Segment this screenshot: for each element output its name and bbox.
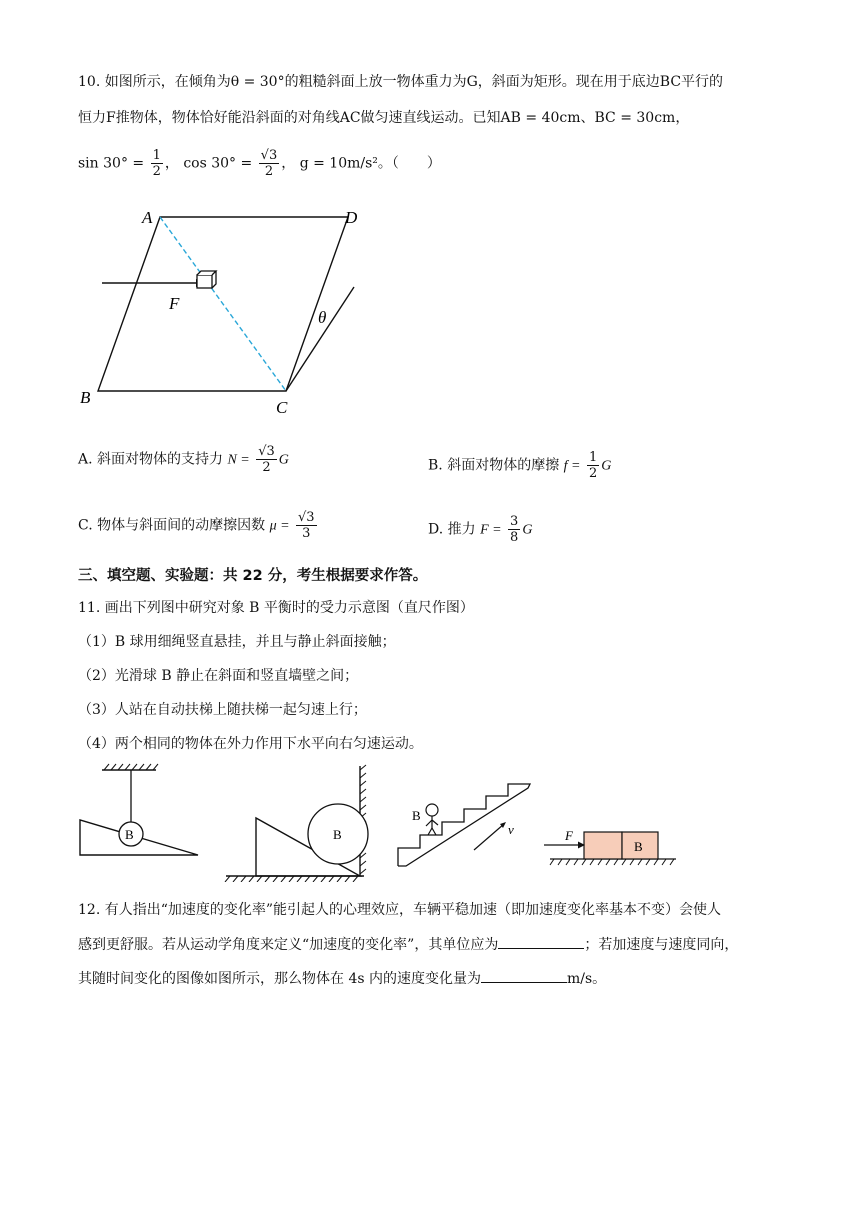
option-c: C. 物体与斜面间的动摩擦因数 μ = $\frac{√3}{3}$ — [78, 510, 315, 541]
option-a: A. 斜面对物体的支持力 N = $\frac{√3}{2}$ G — [78, 444, 289, 475]
velocity-label: v — [508, 822, 514, 837]
ball-label: B — [125, 827, 134, 842]
label-f: F — [169, 294, 180, 313]
fig-hanging-ball — [76, 762, 200, 858]
label-theta: θ — [318, 308, 327, 327]
q11-title: 11. 画出下列图中研究对象 B 平衡时的受力示意图（直尺作图） — [78, 600, 474, 616]
q10-line3: sin 30° = $\frac{1}{2}$ ， cos 30° = $\frac{√3}{2}$ ， g = 10m/s²。（ ） — [78, 148, 441, 179]
answer-blank-velocity[interactable] — [481, 968, 567, 983]
q10-paren: 。（ ） — [377, 155, 441, 172]
q12-line3: 其随时间变化的图像如图所示，那么物体在 4s 内的速度变化量为 m/s。 — [78, 968, 606, 989]
g-expr: g = 10m/s² — [299, 155, 378, 172]
force-label: F — [565, 828, 573, 843]
block-left — [584, 832, 622, 859]
person-label: B — [412, 808, 421, 823]
frac-root3-2: $\frac{√3}{2}$ — [260, 148, 278, 179]
label-b: B — [80, 388, 91, 407]
label-c: C — [276, 398, 288, 417]
block-label: B — [634, 839, 643, 854]
q10-line1: 10. 如图所示，在倾角为θ = 30°的粗糙斜面上放一物体重力为G，斜面为矩形。现在用于底边BC平行的 — [78, 74, 724, 90]
incline-edge — [286, 287, 354, 391]
answer-blank-unit[interactable] — [498, 934, 584, 949]
q11-item-4: （4）两个相同的物体在外力作用下水平向右匀速运动。 — [78, 736, 423, 752]
label-d: D — [345, 208, 358, 227]
q11-item-2: （2）光滑球 B 静止在斜面和竖直墙壁之间； — [78, 668, 359, 684]
fig-ball-wall — [224, 762, 372, 882]
section-heading: 三、填空题、实验题：共 22 分，考生根据要求作答。 — [78, 568, 428, 584]
fig-escalator — [396, 780, 536, 868]
q11-item-3: （3）人站在自动扶梯上随扶梯一起匀速上行； — [78, 702, 367, 718]
block-icon — [197, 271, 216, 288]
person-icon — [426, 804, 438, 835]
q12-line2: 感到更舒服。若从运动学角度来定义“加速度的变化率”，其单位应为 ；若加速度与速度同向， — [78, 934, 738, 955]
cos-expr: cos 30° = — [183, 155, 253, 172]
option-b: B. 斜面对物体的摩擦 f = $\frac{1}{2}$ G — [428, 450, 612, 481]
q10-line2: 恒力F推物体，物体恰好能沿斜面的对角线AC做匀速直线运动。已知AB = 40cm、BC = 30cm， — [78, 110, 690, 126]
frac-half: $\frac{1}{2}$ — [152, 148, 161, 179]
option-d: D. 推力 F = $\frac{3}{8}$ G — [428, 514, 533, 545]
label-a: A — [142, 208, 153, 227]
q11-item-1: （1）B 球用细绳竖直悬挂，并且与静止斜面接触； — [78, 634, 396, 650]
ball-label: B — [333, 827, 342, 842]
velocity-arrow — [474, 824, 504, 850]
sin-expr: sin 30° = — [78, 155, 145, 172]
fig-two-blocks — [540, 822, 680, 870]
q12-line1: 12. 有人指出“加速度的变化率”能引起人的心理效应，车辆平稳加速（即加速度变化率基本不变）会使人 — [78, 902, 722, 918]
incline-figure — [70, 205, 370, 420]
